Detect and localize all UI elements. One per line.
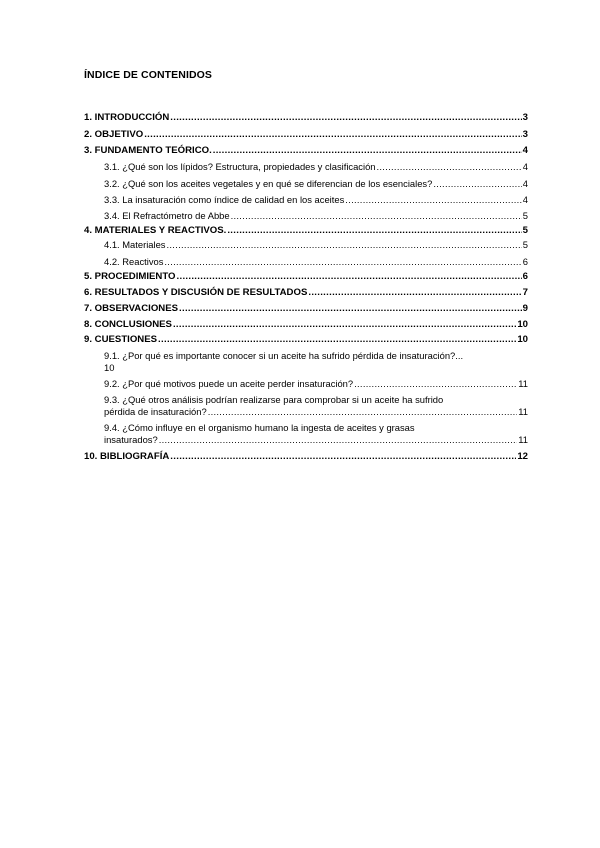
toc-entry-9-3[interactable]	[84, 394, 528, 418]
leader-dots	[144, 129, 521, 141]
toc-entry-title-line1: 9.3. ¿Qué otros análisis podrían realizarse para comprobar si un aceite ha sufrido	[104, 394, 444, 405]
toc-entry-3-4[interactable]	[84, 210, 528, 222]
toc-entry-9-1[interactable]	[84, 350, 528, 374]
toc-page-number: 10	[517, 319, 528, 330]
toc-entry-7[interactable]	[84, 303, 528, 315]
toc-page-number: 6	[522, 271, 528, 282]
toc-page-number: 7	[522, 287, 528, 298]
toc-entry-title: 3. FUNDAMENTO TEÓRICO.	[84, 145, 212, 156]
toc-entry-title: 9.2. ¿Por qué motivos puede un aceite perder insaturación?	[104, 378, 354, 389]
toc-entry-9[interactable]	[84, 334, 528, 346]
toc-entry-4-2[interactable]	[84, 256, 528, 268]
leader-dots	[164, 256, 521, 268]
toc-page-number: 11	[518, 406, 528, 417]
leader-dots	[170, 112, 521, 124]
toc-page-number: 5	[522, 210, 528, 221]
toc-entry-title: pérdida de insaturación?	[104, 406, 207, 417]
toc-entry-title: 8. CONCLUSIONES	[84, 319, 172, 330]
page-title: ÍNDICE DE CONTENIDOS	[84, 69, 213, 81]
toc-entry-title: 6. RESULTADOS Y DISCUSIÓN DE RESULTADOS	[84, 287, 308, 298]
toc-page-number: 5	[522, 225, 528, 236]
leader-dots	[159, 434, 518, 446]
leader-dots	[377, 161, 522, 173]
leader-dots	[177, 271, 522, 283]
toc-entry-title: insaturados?	[104, 434, 158, 445]
toc-entry-3-2[interactable]	[84, 178, 528, 190]
leader-dots	[213, 145, 522, 157]
toc-entry-4[interactable]	[84, 225, 528, 237]
toc-entry-title: 9. CUESTIONES	[84, 334, 158, 345]
toc-entry-title: 9.1. ¿Por qué es importante conocer si un aceite ha sufrido pérdida de insaturación?...	[104, 350, 464, 361]
toc-entry-1[interactable]	[84, 112, 528, 124]
toc-entry-9-2[interactable]	[84, 378, 528, 390]
leader-dots	[354, 378, 517, 390]
toc-entry-8[interactable]	[84, 319, 528, 331]
toc-entry-title: 10. BIBLIOGRAFÍA	[84, 451, 170, 462]
leader-dots	[208, 406, 518, 418]
toc-page-number: 4	[522, 178, 528, 189]
toc-entry-title: 4.2. Reactivos	[104, 256, 164, 267]
toc-entry-3-3[interactable]	[84, 194, 528, 206]
toc-page-number: 9	[522, 303, 528, 314]
toc-entry-title: 3.2. ¿Qué son los aceites vegetales y en qué se diferencian de los esenciales?	[104, 178, 433, 189]
toc-entry-title: 1. INTRODUCCIÓN	[84, 112, 170, 123]
toc-entry-3[interactable]	[84, 145, 528, 157]
leader-dots	[167, 239, 522, 251]
toc-entry-6[interactable]	[84, 287, 528, 299]
toc-entry-title: 7. OBSERVACIONES	[84, 303, 179, 314]
toc-entry-9-4[interactable]	[84, 422, 528, 446]
toc-page-number: 4	[522, 161, 528, 172]
leader-dots	[227, 225, 521, 237]
toc-entry-title: 4. MATERIALES Y REACTIVOS.	[84, 225, 227, 236]
toc-entry-title: 3.3. La insaturación como índice de calidad en los aceites	[104, 194, 345, 205]
toc-entry-title: 5. PROCEDIMIENTO	[84, 271, 176, 282]
toc-page-number: 11	[518, 434, 528, 445]
leader-dots	[170, 451, 516, 463]
toc-entry-4-1[interactable]	[84, 239, 528, 251]
leader-dots	[345, 194, 522, 206]
toc-page-number: 11	[518, 378, 528, 389]
toc-page-number: 5	[522, 239, 528, 250]
leader-dots	[158, 334, 516, 346]
toc-entry-title: 2. OBJETIVO	[84, 129, 144, 140]
toc-entry-title: 4.1. Materiales	[104, 239, 166, 250]
toc-entry-title: 3.1. ¿Qué son los lípidos? Estructura, propiedades y clasificación	[104, 161, 376, 172]
toc-page-number: 10	[104, 362, 115, 373]
toc-page-number: 3	[522, 129, 528, 140]
toc-page-number: 4	[522, 145, 528, 156]
leader-dots	[179, 303, 522, 315]
toc-page-number: 4	[522, 194, 528, 205]
toc-entry-2[interactable]	[84, 129, 528, 141]
toc-entry-title: 3.4. El Refractómetro de Abbe	[104, 210, 230, 221]
toc-page-number: 3	[522, 112, 528, 123]
leader-dots	[433, 178, 521, 190]
toc-page-number: 12	[517, 451, 528, 462]
toc-entry-10[interactable]	[84, 451, 528, 463]
toc-page-number: 6	[522, 256, 528, 267]
leader-dots	[308, 287, 521, 299]
leader-dots	[231, 210, 522, 222]
leader-dots	[173, 319, 516, 331]
toc-entry-title-line1: 9.4. ¿Cómo influye en el organismo humano la ingesta de aceites y grasas	[104, 422, 415, 433]
toc-entry-5[interactable]	[84, 271, 528, 283]
toc-entry-3-1[interactable]	[84, 161, 528, 173]
toc-page-number: 10	[517, 334, 528, 345]
